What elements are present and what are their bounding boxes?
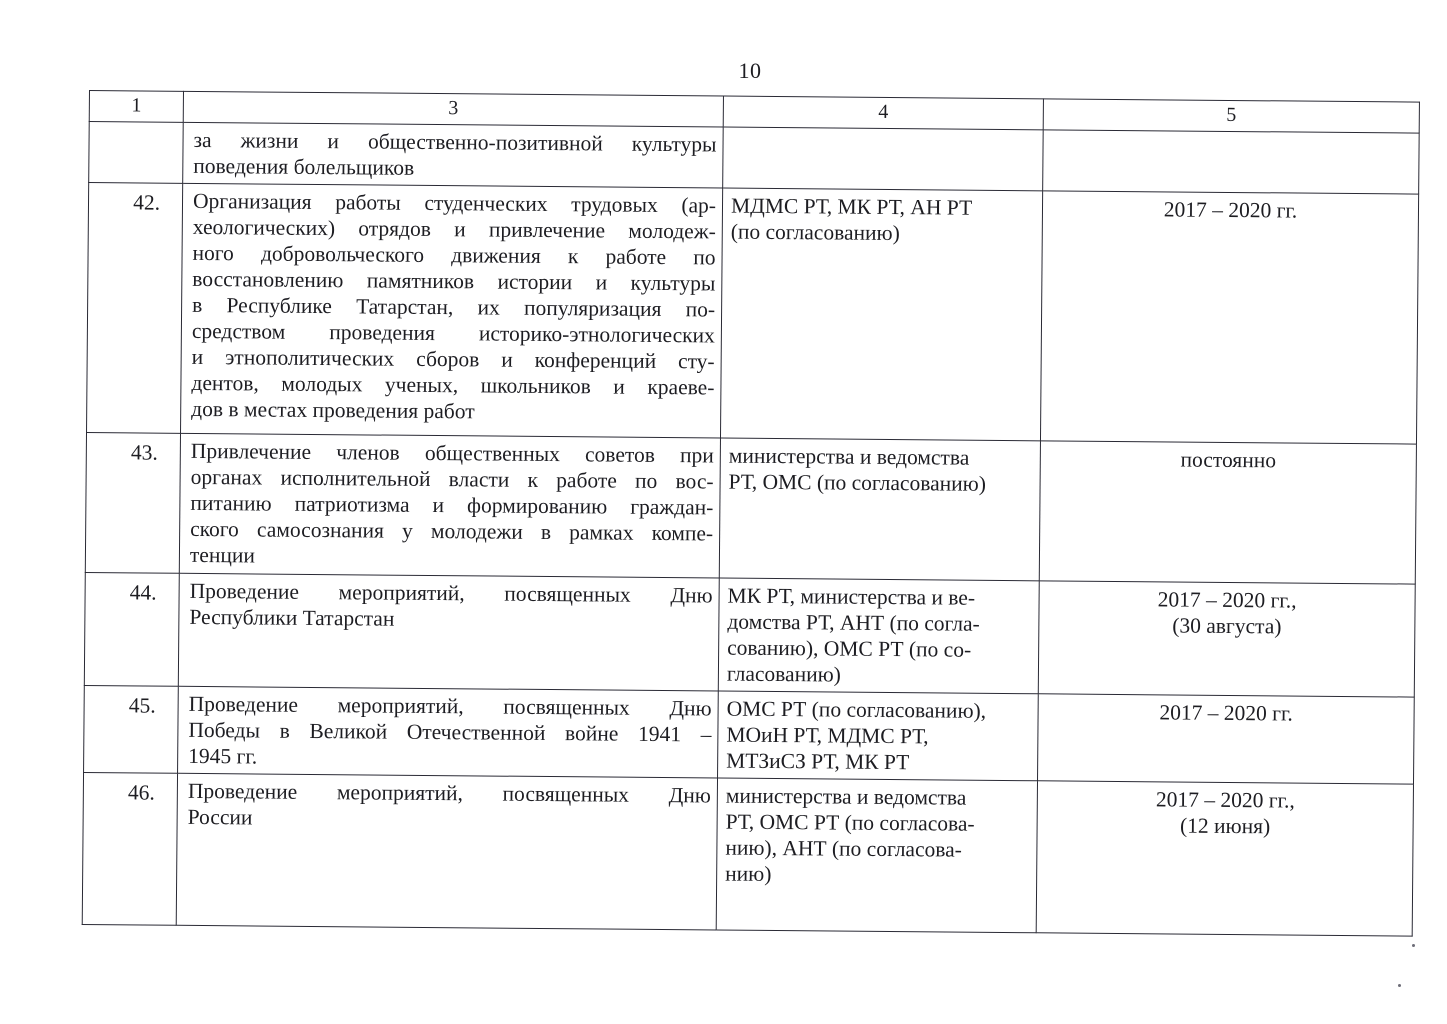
header-col-number: 1 <box>89 91 183 123</box>
activity-cell <box>176 773 717 930</box>
scan-speck <box>1398 984 1401 987</box>
header-col-responsible: 4 <box>723 96 1043 130</box>
responsible-cell-line: сованию), ОМС РТ (по со- <box>727 635 972 662</box>
activity-cell-line: поведения болельщиков <box>193 153 415 180</box>
activity-cell-line: хеологических) отрядов и привлечение молодеж- <box>192 214 716 244</box>
activity-cell-line: Республики Татарстан <box>189 604 395 631</box>
responsible-cell <box>723 127 1044 191</box>
activity-cell-line: тенции <box>189 542 256 568</box>
header-col-term: 5 <box>1043 99 1419 133</box>
term-cell <box>1043 130 1420 194</box>
activity-cell <box>181 183 723 438</box>
activity-cell-line: дов в местах проведения работ <box>191 396 475 424</box>
responsible-cell-line: нию) <box>725 861 772 886</box>
activity-cell-line: за жизни и общественно-позитивной культуры <box>193 127 717 157</box>
term-cell-line: постоянно <box>1180 447 1277 473</box>
term-cell-line: 2017 – 2020 гг., <box>1157 587 1297 613</box>
term-cell-line: 2017 – 2020 гг., <box>1155 787 1295 813</box>
term-cell <box>1040 191 1418 444</box>
responsible-cell <box>718 578 1039 694</box>
term-cell <box>1036 781 1413 936</box>
activity-cell-line: и этнополитических сборов и конференций сту- <box>191 344 715 374</box>
responsible-cell-line: РТ, ОМС РТ (по согласова- <box>725 809 975 836</box>
activity-cell-line: Проведение мероприятий, посвященных Дню <box>188 691 712 721</box>
activity-cell-line: ного добровольческого движения к работе по <box>192 240 716 270</box>
term-cell-line: 2017 – 2020 гг. <box>1159 700 1293 726</box>
activity-cell <box>179 433 720 578</box>
activity-cell-line: питанию патриотизма и формированию граждан- <box>190 490 714 520</box>
responsible-cell-line: МОиН РТ, МДМС РТ, <box>726 722 929 749</box>
table-row <box>84 572 1415 697</box>
activity-cell-line: Привлечение членов общественных советов при <box>190 438 714 468</box>
activity-cell-line: Победы в Великой Отечественной войне 1941 – <box>188 717 712 747</box>
responsible-cell-line: ОМС РТ (по согласованию), <box>726 696 987 723</box>
responsible-cell-line: министерства и ведомства <box>728 443 970 470</box>
activity-cell-line: ского самосознания у молодежи в рамках компе- <box>190 516 714 546</box>
document-sheet <box>82 90 1419 937</box>
activity-cell-line: восстановлению памятников истории и культуры <box>192 266 716 296</box>
responsible-cell-line: нию), АНТ (по согласова- <box>725 835 963 862</box>
row-number <box>89 122 184 184</box>
responsible-cell-line: домства РТ, АНТ (по согла- <box>727 609 980 636</box>
activity-cell-line: органах исполнительной власти к работе по вос- <box>190 464 714 494</box>
responsible-cell-line: (по согласованию) <box>730 219 900 246</box>
table-row <box>87 183 1419 445</box>
activity-cell-line: Проведение мероприятий, посвященных Дню <box>187 778 711 808</box>
activity-cell <box>178 686 719 778</box>
header-col-activity: 3 <box>183 91 723 127</box>
table-row <box>84 685 1415 784</box>
term-cell-line: (30 августа) <box>1172 613 1282 639</box>
table-row <box>85 432 1416 584</box>
row-number: 46. <box>82 772 177 925</box>
responsible-cell-line: МДМС РТ, МК РТ, АН РТ <box>730 193 973 220</box>
activity-cell <box>178 573 719 691</box>
activity-cell-line: дентов, молодых ученых, школьников и краеве- <box>191 370 715 400</box>
activity-cell-line: в Республике Татарстан, их популяризация по- <box>192 292 716 322</box>
row-number: 42. <box>87 183 183 434</box>
scan-speck <box>1412 944 1415 947</box>
responsible-cell-line: РТ, ОМС (по согласованию) <box>728 469 987 496</box>
activity-cell <box>183 122 724 188</box>
activity-cell-line: 1945 гг. <box>188 743 258 769</box>
row-number: 45. <box>84 685 179 773</box>
responsible-cell-line: гласованию) <box>726 661 841 687</box>
page-number: 10 <box>738 58 762 83</box>
responsible-cell <box>718 691 1039 781</box>
responsible-cell <box>720 188 1042 441</box>
responsible-cell-line: министерства и ведомства <box>725 783 967 810</box>
term-cell <box>1038 581 1415 697</box>
activity-cell-line: Проведение мероприятий, посвященных Дню <box>189 578 713 608</box>
term-cell <box>1039 441 1416 584</box>
activity-cell-line: России <box>187 804 253 830</box>
table-row <box>82 772 1413 936</box>
activity-cell-line: средством проведения историко-этнологических <box>191 318 715 348</box>
term-cell <box>1038 694 1415 784</box>
events-table <box>82 90 1420 937</box>
table-row <box>89 122 1419 195</box>
responsible-cell <box>716 778 1037 933</box>
term-cell-line: 2017 – 2020 гг. <box>1163 197 1298 223</box>
responsible-cell-line: МК РТ, министерства и ве- <box>727 583 976 610</box>
responsible-cell <box>719 438 1040 581</box>
row-number: 43. <box>85 432 180 573</box>
row-number: 44. <box>84 572 179 686</box>
responsible-cell-line: МТЗиСЗ РТ, МК РТ <box>726 748 910 775</box>
activity-cell-line: Организация работы студенческих трудовых (ар- <box>192 188 717 218</box>
term-cell-line: (12 июня) <box>1179 813 1271 839</box>
